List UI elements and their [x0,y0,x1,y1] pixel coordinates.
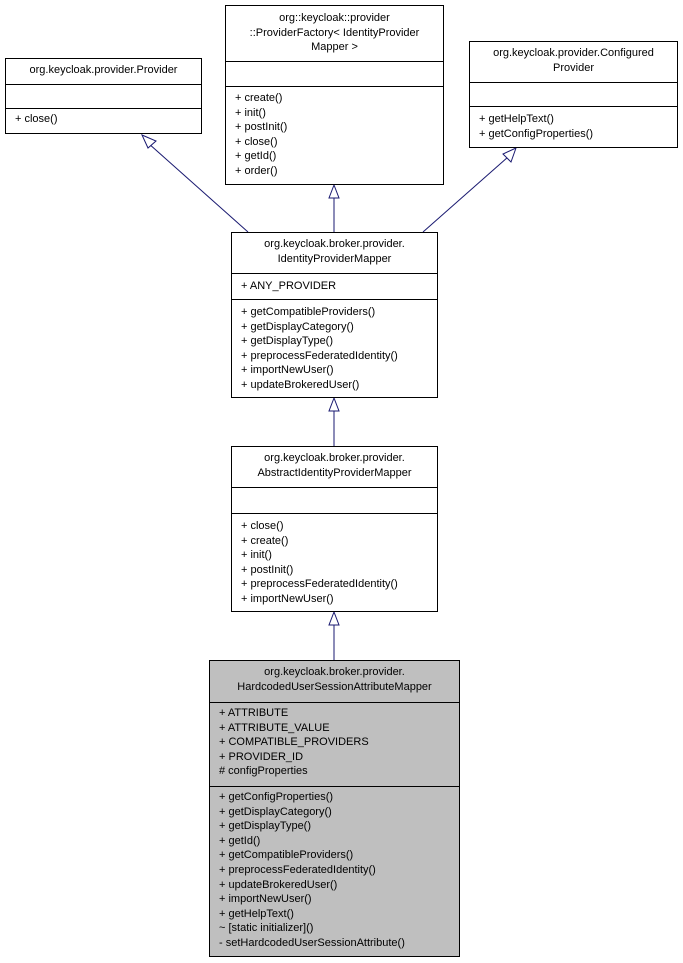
method: + getDisplayType() [219,820,312,833]
method: + init() [235,106,266,119]
method: + postInit() [235,121,288,134]
class-identity-provider-mapper [231,232,438,398]
class-title-line: ::ProviderFactory< IdentityProvider [249,26,420,39]
method: ~ [static initializer]() [219,922,314,935]
method: + updateBrokeredUser() [241,378,360,391]
class-abstract-methods [232,513,437,611]
method: + importNewUser() [241,364,334,377]
method: + close() [241,520,284,532]
class-idpmapper-title [232,233,437,273]
class-title-line: org.keycloak.broker.provider. [264,452,405,464]
class-title-line: HardcodedUserSessionAttributeMapper [237,680,432,693]
method: + getHelpText() [219,907,294,920]
class-provider-title [6,59,201,84]
method: + postInit() [241,563,294,576]
method: + importNewUser() [219,893,312,906]
method: + getId() [219,834,261,847]
method: + getDisplayCategory() [241,320,354,333]
class-hardcoded-attributes [210,702,459,786]
class-title-line: org.keycloak.provider.Provider [29,64,178,76]
class-abstract-identity-provider-mapper [231,446,438,612]
class-factory-title [226,6,443,61]
attribute: + ATTRIBUTE_VALUE [219,721,330,734]
class-provider-attributes [6,84,201,108]
method: + importNewUser() [241,592,334,605]
class-configured-title [470,42,677,82]
method: + close() [235,135,278,148]
method: + init() [241,549,272,562]
method: + getConfigProperties() [479,127,594,140]
method: + getDisplayType() [241,335,334,348]
class-title-line: AbstractIdentityProviderMapper [257,466,412,479]
method: + preprocessFederatedIdentity() [241,349,398,362]
method: - setHardcodedUserSessionAttribute() [219,936,405,949]
attribute: + ANY_PROVIDER [241,280,337,292]
method: + close() [15,113,58,125]
method: + order() [235,164,278,177]
class-title-line: org.keycloak.broker.provider. [264,666,405,678]
class-configured-attributes [470,82,677,106]
class-title-line: org.keycloak.provider.Configured [493,47,654,59]
class-title-line: org::keycloak::provider [279,12,390,24]
class-hardcoded-user-session-attribute-mapper [209,660,460,957]
class-provider-methods [6,108,201,133]
class-title-line: Provider [553,61,594,74]
method: + getConfigProperties() [219,791,334,803]
class-title-line: IdentityProviderMapper [277,252,392,265]
method: + create() [241,534,289,547]
method: + preprocessFederatedIdentity() [219,863,376,876]
attribute: # configProperties [219,765,308,778]
class-provider [5,58,202,134]
class-idpmapper-methods [232,299,437,397]
class-configured-methods [470,106,677,147]
class-idpmapper-attributes [232,273,437,299]
attribute: + ATTRIBUTE [219,707,289,719]
arrowhead-provider [142,135,156,148]
class-hardcoded-methods [210,786,459,956]
class-configured-provider [469,41,678,148]
class-abstract-title [232,447,437,487]
arrowhead-factory [329,185,339,198]
arrowhead-idpmapper [329,398,339,411]
class-factory-methods [226,86,443,184]
method: + getId() [235,150,277,163]
method: + getDisplayCategory() [219,805,332,818]
class-title-line: org.keycloak.broker.provider. [264,238,405,250]
method: + preprocessFederatedIdentity() [241,578,398,591]
attribute: + PROVIDER_ID [219,750,304,763]
method: + create() [235,92,283,104]
class-provider-factory [225,5,444,185]
method: + updateBrokeredUser() [219,878,338,891]
method: + getHelpText() [479,113,554,125]
class-factory-attributes [226,61,443,86]
method: + getCompatibleProviders() [241,306,376,318]
class-hardcoded-title [210,661,459,702]
attribute: + COMPATIBLE_PROVIDERS [219,736,369,749]
method: + getCompatibleProviders() [219,849,354,862]
arrowhead-abstract [329,612,339,625]
class-title-line: Mapper > [311,41,358,54]
class-abstract-attributes [232,487,437,513]
